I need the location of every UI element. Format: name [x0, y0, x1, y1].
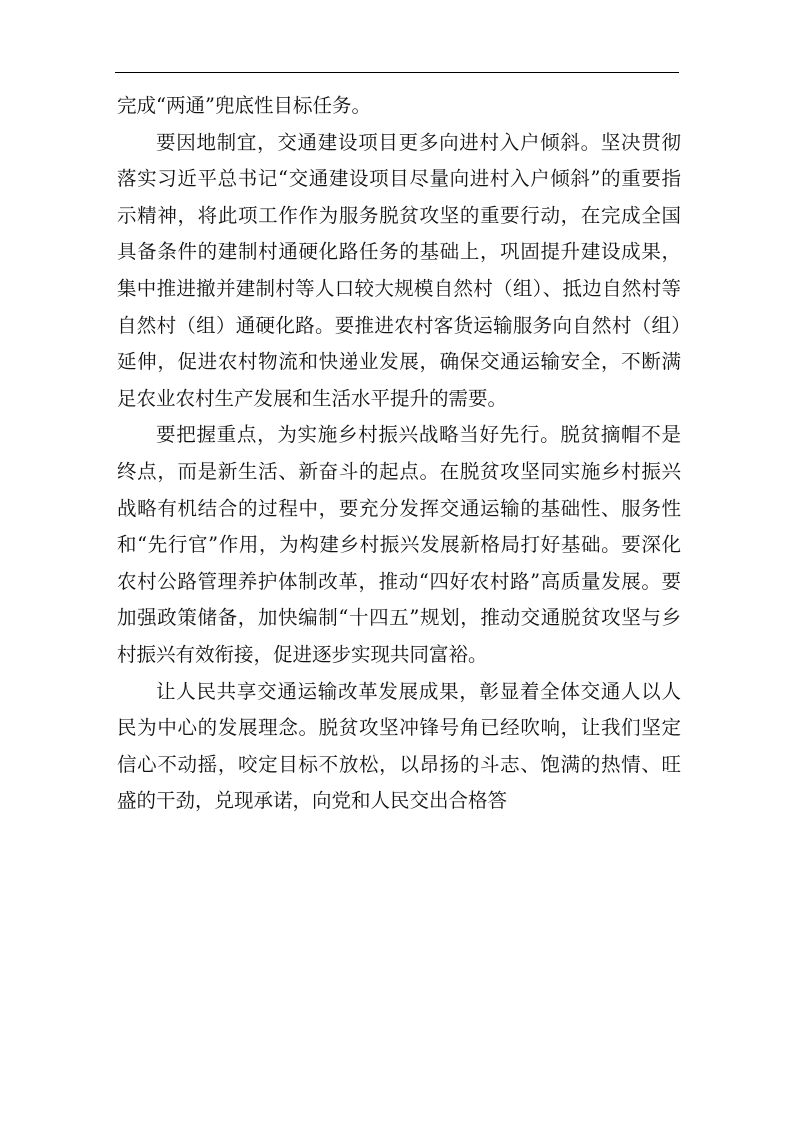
paragraph-adapt-local: 要因地制宜，交通建设项目更多向进村入户倾斜。坚决贯彻落实习近平总书记“交通建设项目尽量向进村入户倾斜”的重要指示精神，将此项工作作为服务脱贫攻坚的重要行动，在完成全国具备条件的建制村通硬化路任务的基础上，巩固提升建设成果，集中推进撤并建制村等人口较大规模自然村（组）、抵边自然村等自然村（组）通硬化路。要推进农村客货运输服务向自然村（组）延伸，促进农村物流和快递业发展，确保交通运输安全，不断满足农业农村生产发展和生活水平提升的需要。 [117, 130, 681, 410]
paragraph-continuation: 完成“两通”兜底性目标任务。 [117, 94, 371, 117]
header-rule [115, 72, 679, 73]
paragraph-shared-results: 让人民共享交通运输改革发展成果，彰显着全体交通人以人民为中心的发展理念。脱贫攻坚冲锋号角已经吹响，让我们坚定信心不动摇，咬定目标不放松，以昂扬的斗志、饱满的热情、旺盛的干劲，兑现承诺，向党和人民交出合格答 [117, 679, 681, 813]
document-body [117, 88, 681, 820]
paragraph-rural-revitalization: 要把握重点，为实施乡村振兴战略当好先行。脱贫摘帽不是终点，而是新生活、新奋斗的起点。在脱贫攻坚同实施乡村振兴战略有机结合的过程中，要充分发挥交通运输的基础性、服务性和“先行官”作用，为构建乡村振兴发展新格局打好基础。要深化农村公路管理养护体制改革，推动“四好农村路”高质量发展。要加强政策储备，加快编制“十四五”规划，推动交通脱贫攻坚与乡村振兴有效衔接，促进逐步实现共同富裕。 [117, 423, 681, 666]
